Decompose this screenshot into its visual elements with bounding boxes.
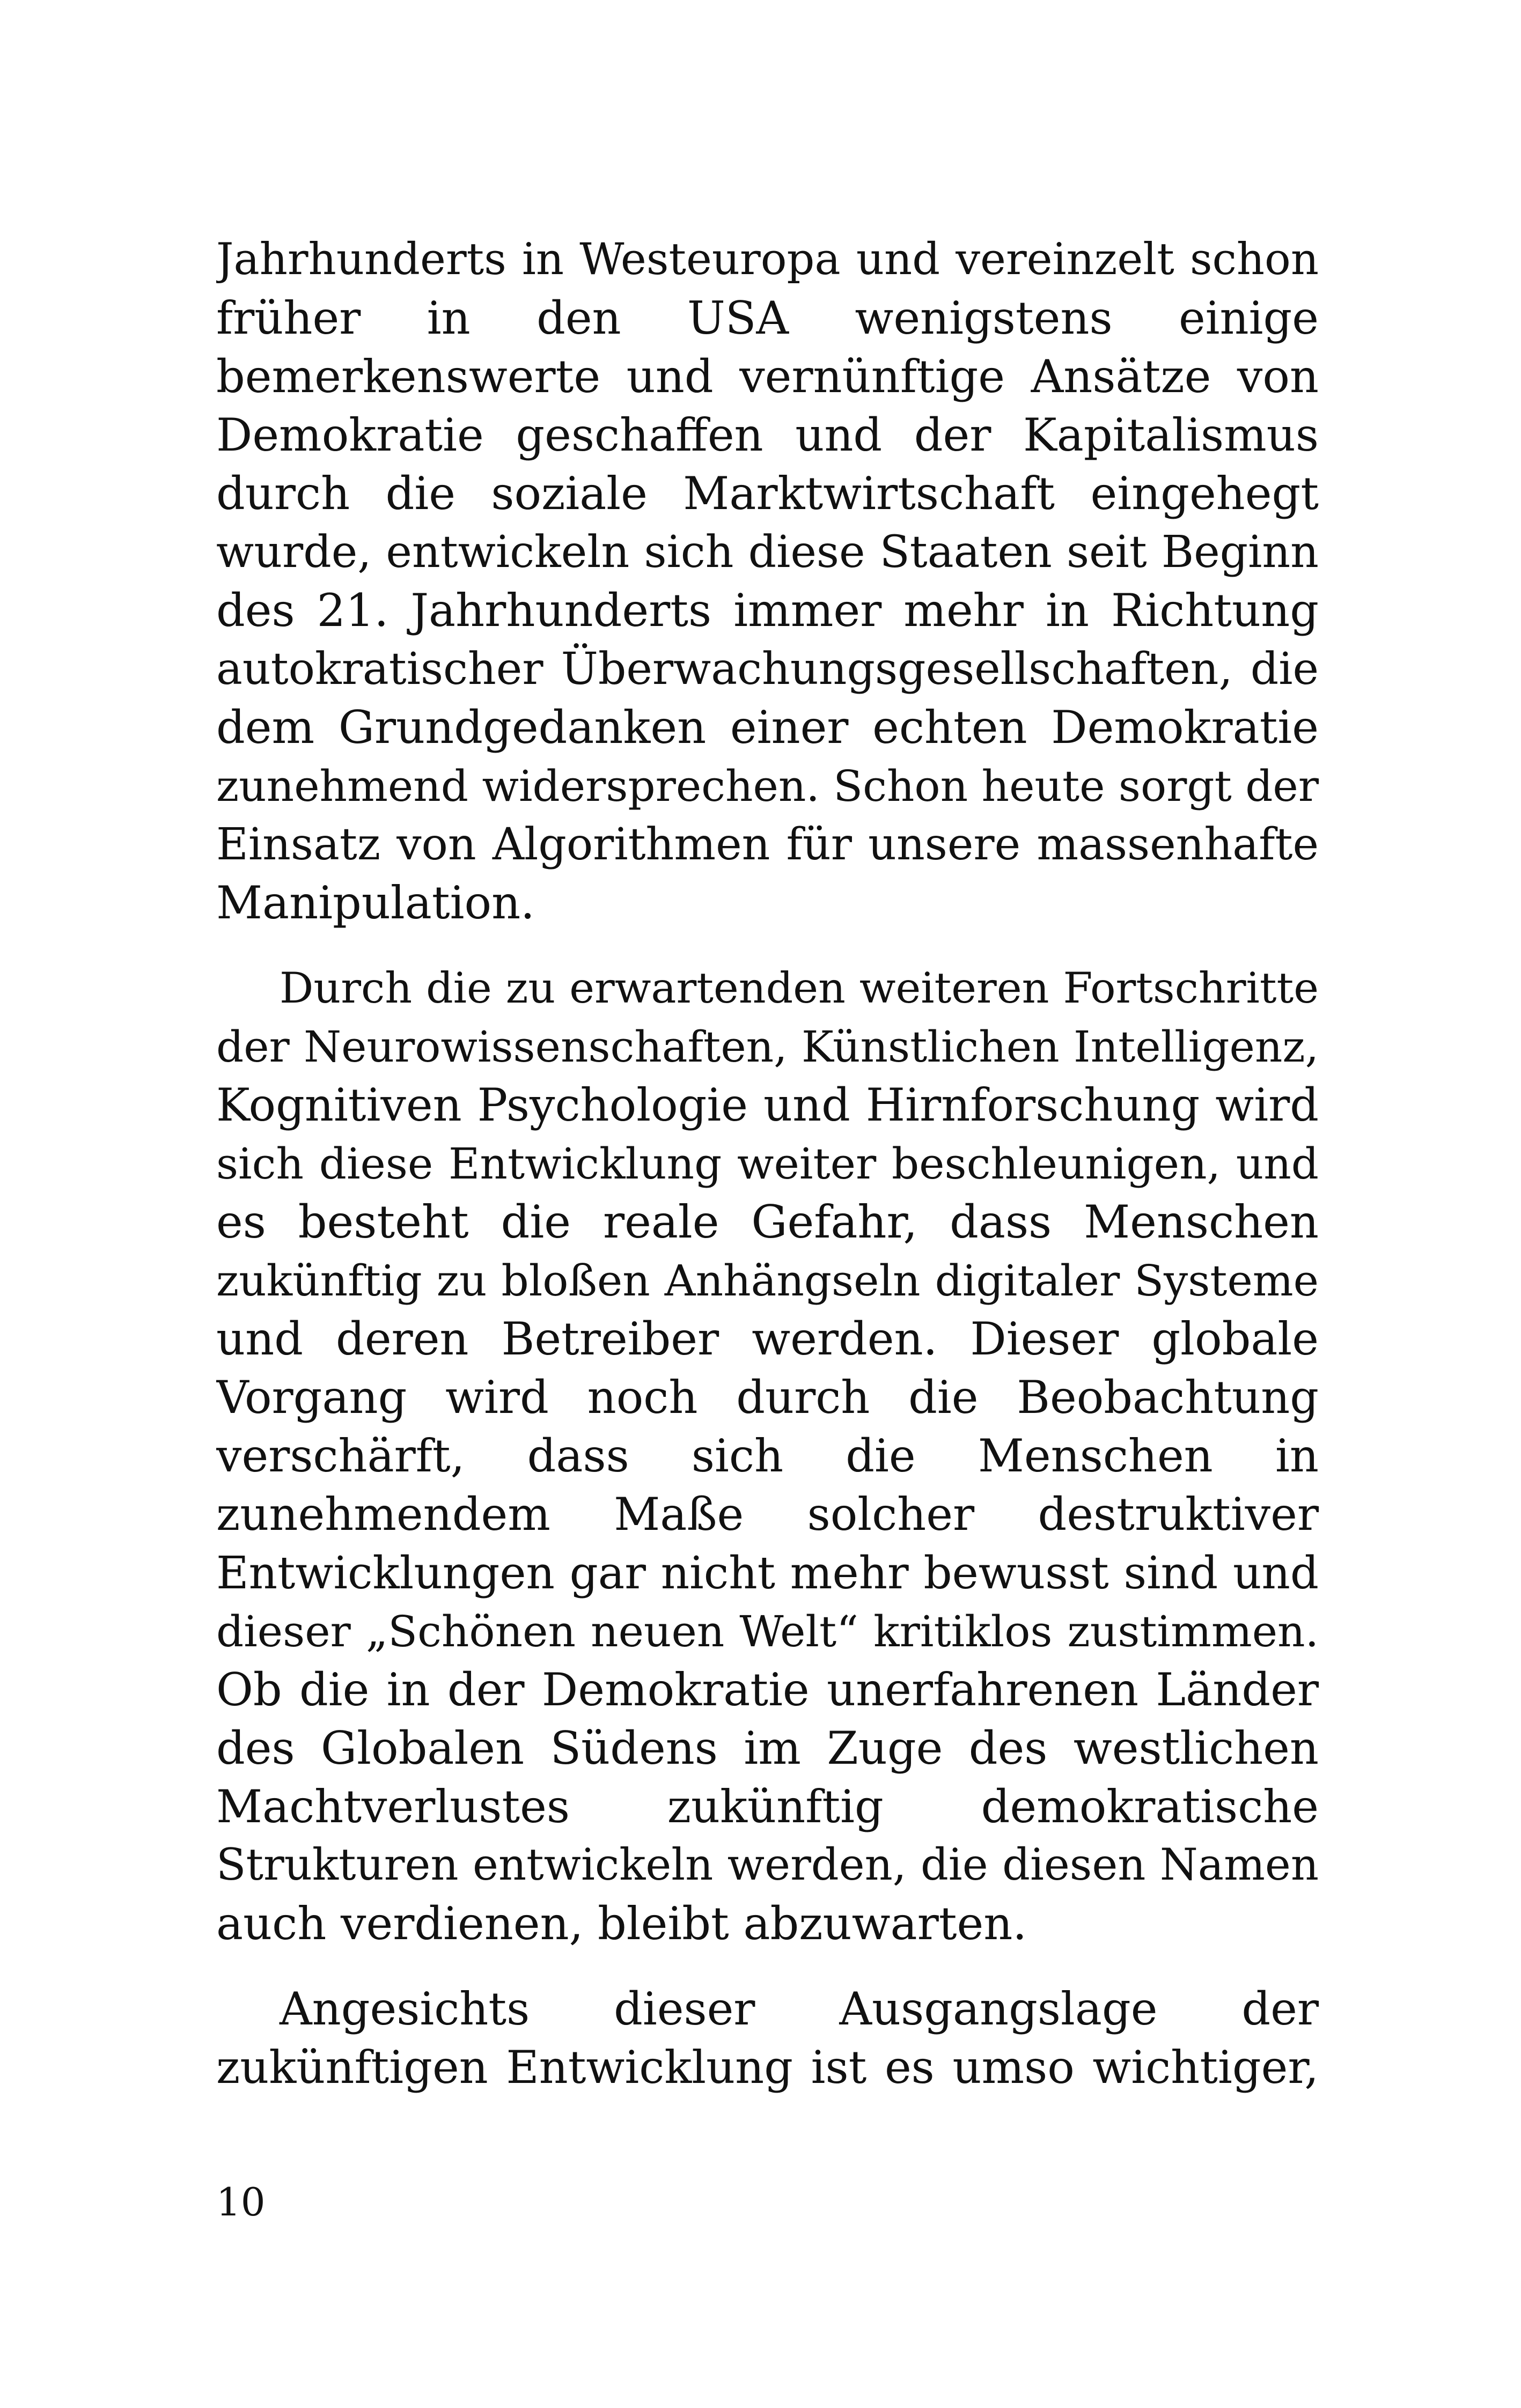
text-line: Machtverlustes zukünftig demokratische: [216, 1780, 1319, 1833]
text-line: Kognitiven Psychologie und Hirnforschung wird: [216, 1079, 1319, 1131]
text-line: sich diese Entwicklung weiter beschleunigen, und: [216, 1139, 1319, 1189]
paragraph-2: [216, 959, 1319, 1953]
text-line: bemerkenswerte und vernünftige Ansätze von: [216, 350, 1319, 403]
text-line: wurde, entwickeln sich diese Staaten seit Beginn: [216, 527, 1319, 578]
text-line: Manipulation.: [216, 877, 535, 929]
text-line: des 21. Jahrhunderts immer mehr in Richtung: [216, 584, 1319, 637]
text-line: es besteht die reale Gefahr, dass Menschen: [216, 1196, 1319, 1248]
paragraph-1: [216, 231, 1319, 932]
text-line: Demokratie geschaffen und der Kapitalismus: [216, 409, 1319, 461]
text-line: Vorgang wird noch durch die Beobachtung: [216, 1371, 1319, 1424]
text-line: Einsatz von Algorithmen für unsere massenhafte: [216, 819, 1319, 870]
text-line: Angesichts dieser Ausgangslage der: [280, 1983, 1319, 2035]
text-line: Jahrhunderts in Westeuropa und vereinzelt schon: [216, 234, 1319, 285]
paragraph-3: [216, 1980, 1319, 2097]
page-number: 10: [216, 2179, 266, 2225]
text-line: durch die soziale Marktwirtschaft eingehegt: [216, 467, 1319, 520]
text-line: dieser „Schönen neuen Welt“ kritiklos zustimmen.: [216, 1607, 1319, 1656]
text-line: zukünftigen Entwicklung ist es umso wichtiger,: [216, 2041, 1319, 2094]
text-line: zunehmendem Maße solcher destruktiver: [216, 1488, 1319, 1541]
text-line: Ob die in der Demokratie unerfahrenen Länder: [216, 1663, 1319, 1716]
text-line: der Neurowissenschaften, Künstlichen Intelligenz,: [216, 1022, 1319, 1072]
text-line: zukünftig zu bloßen Anhängseln digitaler Systeme: [216, 1256, 1319, 1306]
text-line: Entwicklungen gar nicht mehr bewusst sind und: [216, 1547, 1319, 1599]
text-line: früher in den USA wenigstens einige: [216, 292, 1319, 344]
text-line: des Globalen Südens im Zuge des westlichen: [216, 1722, 1319, 1774]
text-line: verschärft, dass sich die Menschen in: [216, 1430, 1319, 1482]
text-line: Strukturen entwickeln werden, die diesen Namen: [216, 1840, 1319, 1890]
text-line: autokratischer Überwachungsgesellschaften, die: [216, 644, 1319, 695]
text-line: dem Grundgedanken einer echten Demokratie: [216, 701, 1319, 754]
text-line: zunehmend widersprechen. Schon heute sorgt der: [216, 761, 1319, 811]
body-text: [216, 231, 1319, 2124]
text-line: und deren Betreiber werden. Dieser globale: [216, 1313, 1319, 1365]
text-line: auch verdienen, bleibt abzuwarten.: [216, 1897, 1027, 1950]
text-line: Durch die zu erwartenden weiteren Fortschritte: [280, 963, 1319, 1013]
